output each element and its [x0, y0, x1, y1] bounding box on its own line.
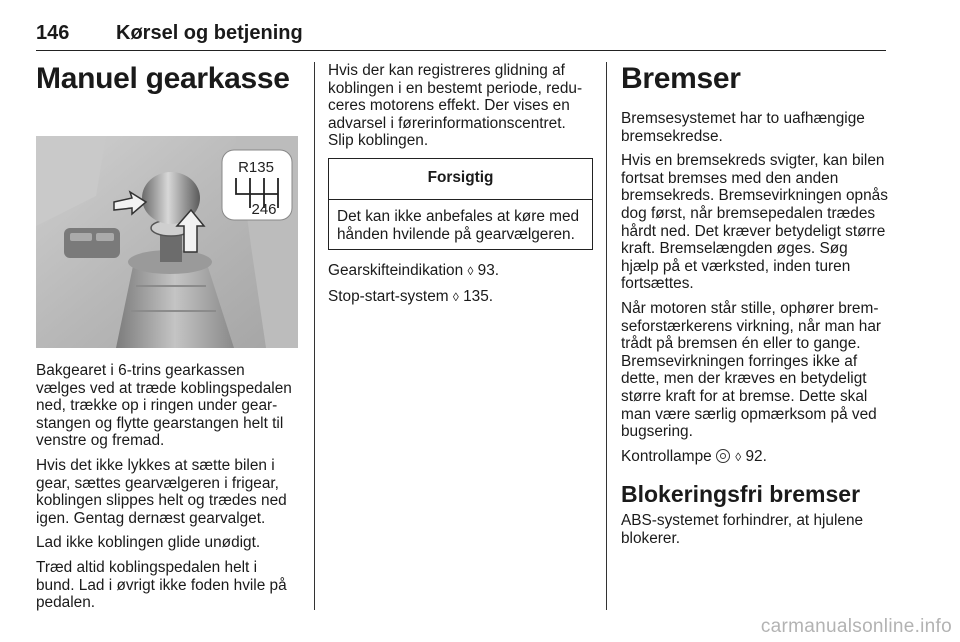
- page-ref-arrow-icon: ◊: [452, 289, 459, 304]
- page-ref-arrow-icon: ◊: [735, 449, 742, 464]
- page-header: [36, 22, 886, 51]
- column-divider: [314, 62, 315, 610]
- paragraph: Bakgearet i 6-trins gearkassen vælges ved at træde koblingspedalen ned, trække op i ringen under gearstangen og flytte gearstangen helt til venstre og fremad.: [36, 362, 292, 450]
- column-right: [621, 62, 889, 554]
- paragraph: Hvis der kan registreres glidning af koblingen i en bestemt periode, reduceres motorens effekt. Der vises en advarsel i førerinformationscentret. Slip koblingen.: [328, 62, 583, 150]
- paragraph: Bremsesystemet har to uafhængige bremsekredse.: [621, 110, 865, 145]
- paragraph: Hvis det ikke lykkes at sætte bilen i gear, sættes gearvælgeren i frigear, koblingen slippes helt og trædes ned igen. Gentag dernæst gearvalget.: [36, 456, 287, 527]
- paragraph: Træd altid koblingspedalen helt i bund. Lad i øvrigt ikke foden hvile på pedalen.: [36, 558, 287, 612]
- caution-box: [328, 158, 593, 250]
- caution-title: Forsigtig: [329, 159, 592, 200]
- paragraph: ABS-systemet forhindrer, at hjulene blokerer.: [621, 512, 864, 547]
- subsection-heading: Blokeringsfri bremser: [621, 481, 861, 508]
- page-ref-arrow-icon: ◊: [467, 264, 474, 279]
- paragraph: Lad ikke koblingen glide unødigt.: [36, 534, 261, 552]
- column-left: [36, 62, 298, 619]
- paragraph: Hvis en bremsekreds svigter, kan bilen fortsat bremses med den anden bremsekreds. Bremsevirkningen opnås dog først, når bremsepedalen trædes hårdt ned. Det kræver betydeligt større kraft. Bremselængden øges. Søg hjælp på et værksted, inden turen fortsættes.: [621, 152, 888, 293]
- gear-shift-photo: [36, 136, 298, 348]
- cross-reference: Stop-start-system ◊ 135.: [328, 287, 494, 305]
- paragraph: Når motoren står stille, ophører bremseforstærkerens virkning, når man har trådt på bremsen én eller to gange. Bremsevirkningen forringes ikke af dette, men der kræves en betydeligt større kraft for at bremse. Dette skal man være særlig opmærksom på ved bugsering.: [621, 299, 882, 441]
- column-middle: [328, 62, 593, 313]
- column-divider: [606, 62, 607, 610]
- page-number: 146: [36, 22, 70, 44]
- gear-pattern-top: R135: [238, 159, 274, 176]
- brake-warning-lamp-icon: [716, 449, 730, 463]
- section-heading: Manuel gearkasse: [36, 62, 290, 95]
- running-title: Kørsel og betjening: [116, 22, 303, 44]
- cross-reference: Kontrollampe ◊ 92.: [621, 447, 767, 465]
- watermark: carmanualsonline.info: [760, 616, 952, 637]
- cross-reference: Gearskifteindikation ◊ 93.: [328, 262, 500, 280]
- caution-text: Det kan ikke anbefales at køre med hånden hvilende på gearvælgeren.: [337, 207, 580, 243]
- section-heading: Bremser: [621, 62, 741, 95]
- gear-pattern-bottom: 246: [251, 201, 277, 218]
- gear-shift-illustration: [36, 136, 298, 348]
